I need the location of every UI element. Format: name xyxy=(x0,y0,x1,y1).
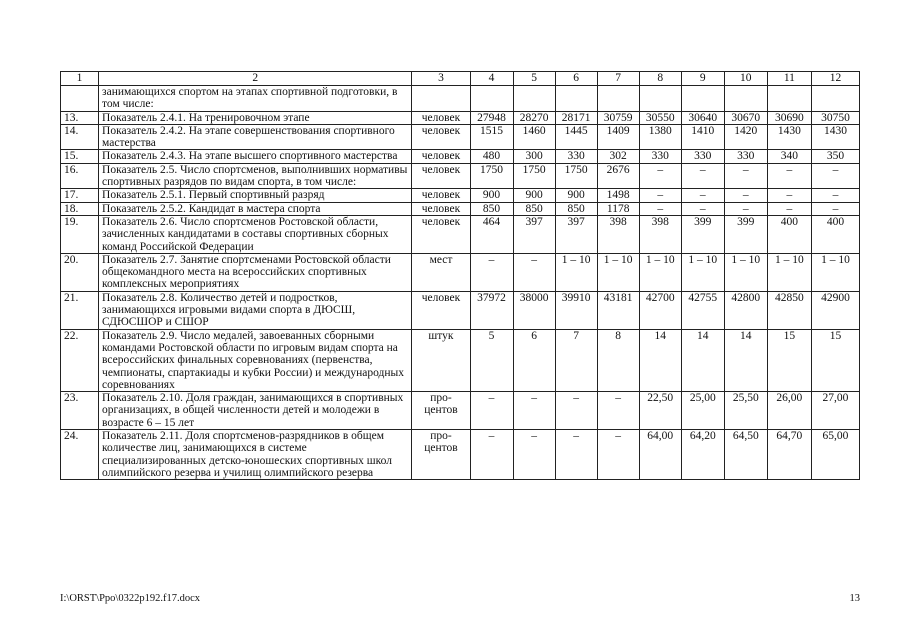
document-path: I:\ORST\Ppo\0322p192.f17.docx xyxy=(60,593,201,604)
value-cell: 25,50 xyxy=(724,392,767,430)
value-cell: 398 xyxy=(639,215,681,253)
indicator-name: Показатель 2.11. Доля спортсменов-разрядников в общем количестве лиц, занимающихся в системе специализированных детско-юношеских спортивных школ олимпийского резерва и училищ олимпийского резерва xyxy=(99,430,412,480)
row-number: 20. xyxy=(61,253,99,291)
indicator-name: Показатель 2.10. Доля граждан, занимающихся в спортивных организациях, в общей численности детей и молодежи в возрасте 6 – 15 лет xyxy=(99,392,412,430)
indicator-name: Показатель 2.4.2. На этапе совершенствования спортивного мастерства xyxy=(99,124,412,150)
column-header: 6 xyxy=(555,72,597,86)
value-cell: 1 – 10 xyxy=(555,253,597,291)
value-cell: 22,50 xyxy=(639,392,681,430)
value-cell: 64,70 xyxy=(767,430,811,480)
value-cell: 398 xyxy=(597,215,639,253)
value-cell: 330 xyxy=(555,150,597,163)
table-row xyxy=(61,253,860,291)
value-cell: 38000 xyxy=(513,291,555,329)
value-cell: – xyxy=(513,392,555,430)
value-cell: 15 xyxy=(811,329,859,391)
value-cell: 42850 xyxy=(767,291,811,329)
value-cell: – xyxy=(681,189,724,202)
value-cell: 1750 xyxy=(470,163,513,189)
unit-cell: штук xyxy=(412,329,470,391)
value-cell: 900 xyxy=(470,189,513,202)
row-number: 22. xyxy=(61,329,99,391)
value-cell: 397 xyxy=(555,215,597,253)
value-cell: 42800 xyxy=(724,291,767,329)
value-cell: 302 xyxy=(597,150,639,163)
value-cell: 2676 xyxy=(597,163,639,189)
table-row xyxy=(61,430,860,480)
value-cell: – xyxy=(555,392,597,430)
value-cell: 1380 xyxy=(639,124,681,150)
table-row xyxy=(61,86,860,112)
value-cell: 15 xyxy=(767,329,811,391)
indicator-name: Показатель 2.5.1. Первый спортивный разряд xyxy=(99,189,412,202)
row-number: 16. xyxy=(61,163,99,189)
value-cell: 1 – 10 xyxy=(767,253,811,291)
column-header: 8 xyxy=(639,72,681,86)
value-cell: 30670 xyxy=(724,111,767,124)
value-cell: – xyxy=(470,430,513,480)
value-cell: – xyxy=(811,163,859,189)
value-cell: – xyxy=(767,189,811,202)
value-cell: 5 xyxy=(470,329,513,391)
value-cell: 900 xyxy=(513,189,555,202)
value-cell: 350 xyxy=(811,150,859,163)
row-number: 19. xyxy=(61,215,99,253)
table-row xyxy=(61,291,860,329)
table-row xyxy=(61,215,860,253)
value-cell: 340 xyxy=(767,150,811,163)
indicator-name: занимающихся спортом на этапах спортивной подготовки, в том числе: xyxy=(99,86,412,112)
row-number: 18. xyxy=(61,202,99,215)
value-cell: 850 xyxy=(555,202,597,215)
unit-cell: человек xyxy=(412,202,470,215)
value-cell: 464 xyxy=(470,215,513,253)
value-cell: 1430 xyxy=(767,124,811,150)
column-header: 10 xyxy=(724,72,767,86)
value-cell xyxy=(470,86,513,112)
value-cell: 400 xyxy=(811,215,859,253)
value-cell: 1178 xyxy=(597,202,639,215)
value-cell: 25,00 xyxy=(681,392,724,430)
value-cell: 330 xyxy=(681,150,724,163)
value-cell: 400 xyxy=(767,215,811,253)
value-cell: 37972 xyxy=(470,291,513,329)
value-cell: 397 xyxy=(513,215,555,253)
row-number: 15. xyxy=(61,150,99,163)
value-cell: 1 – 10 xyxy=(811,253,859,291)
value-cell: – xyxy=(724,202,767,215)
value-cell: 30750 xyxy=(811,111,859,124)
value-cell: – xyxy=(597,392,639,430)
value-cell: 64,00 xyxy=(639,430,681,480)
value-cell: – xyxy=(555,430,597,480)
indicator-name: Показатель 2.4.1. На тренировочном этапе xyxy=(99,111,412,124)
value-cell: 1750 xyxy=(555,163,597,189)
value-cell: 1430 xyxy=(811,124,859,150)
value-cell: 1410 xyxy=(681,124,724,150)
indicator-name: Показатель 2.8. Количество детей и подростков, занимающихся игровыми видами спорта в ДЮСШ, СДЮСШОР и СШОР xyxy=(99,291,412,329)
value-cell: 28270 xyxy=(513,111,555,124)
value-cell: 1 – 10 xyxy=(681,253,724,291)
unit-cell: человек xyxy=(412,291,470,329)
table-row xyxy=(61,392,860,430)
value-cell: 14 xyxy=(681,329,724,391)
value-cell: – xyxy=(724,163,767,189)
value-cell xyxy=(681,86,724,112)
value-cell: – xyxy=(681,202,724,215)
value-cell: – xyxy=(639,163,681,189)
row-number: 21. xyxy=(61,291,99,329)
value-cell xyxy=(639,86,681,112)
value-cell: 1460 xyxy=(513,124,555,150)
unit-cell: про- центов xyxy=(412,392,470,430)
value-cell: 30690 xyxy=(767,111,811,124)
column-header: 5 xyxy=(513,72,555,86)
value-cell: 64,20 xyxy=(681,430,724,480)
value-cell: – xyxy=(639,202,681,215)
table-row xyxy=(61,329,860,391)
value-cell: 26,00 xyxy=(767,392,811,430)
row-number: 17. xyxy=(61,189,99,202)
table-row xyxy=(61,150,860,163)
table-row xyxy=(61,163,860,189)
value-cell: 27,00 xyxy=(811,392,859,430)
column-header: 3 xyxy=(412,72,470,86)
value-cell: 14 xyxy=(639,329,681,391)
value-cell: – xyxy=(811,202,859,215)
value-cell: 43181 xyxy=(597,291,639,329)
unit-cell: человек xyxy=(412,124,470,150)
value-cell: 64,50 xyxy=(724,430,767,480)
value-cell: – xyxy=(767,163,811,189)
value-cell: – xyxy=(724,189,767,202)
value-cell: – xyxy=(639,189,681,202)
row-number: 13. xyxy=(61,111,99,124)
value-cell: – xyxy=(767,202,811,215)
value-cell: – xyxy=(513,253,555,291)
value-cell: 900 xyxy=(555,189,597,202)
value-cell: 330 xyxy=(639,150,681,163)
value-cell xyxy=(811,86,859,112)
value-cell: 1420 xyxy=(724,124,767,150)
value-cell: – xyxy=(513,430,555,480)
unit-cell: человек xyxy=(412,111,470,124)
value-cell: 42755 xyxy=(681,291,724,329)
value-cell: 42900 xyxy=(811,291,859,329)
value-cell: 39910 xyxy=(555,291,597,329)
value-cell: 30759 xyxy=(597,111,639,124)
indicator-name: Показатель 2.6. Число спортсменов Ростовской области, зачисленных кандидатами в составы спортивных сборных команд Российской Федерации xyxy=(99,215,412,253)
value-cell: 300 xyxy=(513,150,555,163)
column-header: 11 xyxy=(767,72,811,86)
unit-cell: человек xyxy=(412,150,470,163)
row-number: 14. xyxy=(61,124,99,150)
unit-cell: человек xyxy=(412,215,470,253)
column-header: 2 xyxy=(99,72,412,86)
indicators-table xyxy=(60,71,860,480)
value-cell: 850 xyxy=(513,202,555,215)
column-header: 12 xyxy=(811,72,859,86)
value-cell: 399 xyxy=(681,215,724,253)
value-cell: 65,00 xyxy=(811,430,859,480)
value-cell xyxy=(724,86,767,112)
value-cell xyxy=(513,86,555,112)
table-row xyxy=(61,189,860,202)
value-cell: 1 – 10 xyxy=(639,253,681,291)
unit-cell: человек xyxy=(412,189,470,202)
column-header: 7 xyxy=(597,72,639,86)
column-header: 9 xyxy=(681,72,724,86)
value-cell xyxy=(555,86,597,112)
indicator-name: Показатель 2.4.3. На этапе высшего спортивного мастерства xyxy=(99,150,412,163)
value-cell xyxy=(597,86,639,112)
value-cell: 6 xyxy=(513,329,555,391)
value-cell: 28171 xyxy=(555,111,597,124)
value-cell: 30640 xyxy=(681,111,724,124)
indicator-name: Показатель 2.5.2. Кандидат в мастера спорта xyxy=(99,202,412,215)
value-cell: 8 xyxy=(597,329,639,391)
value-cell: 1445 xyxy=(555,124,597,150)
unit-cell xyxy=(412,86,470,112)
value-cell: 1498 xyxy=(597,189,639,202)
value-cell: 7 xyxy=(555,329,597,391)
value-cell: 1 – 10 xyxy=(597,253,639,291)
value-cell: 27948 xyxy=(470,111,513,124)
unit-cell: мест xyxy=(412,253,470,291)
value-cell: – xyxy=(470,253,513,291)
value-cell: – xyxy=(470,392,513,430)
value-cell xyxy=(767,86,811,112)
table-row xyxy=(61,202,860,215)
row-number: 24. xyxy=(61,430,99,480)
value-cell: 1409 xyxy=(597,124,639,150)
value-cell: – xyxy=(681,163,724,189)
page-number: 13 xyxy=(849,593,860,604)
indicator-name: Показатель 2.9. Число медалей, завоеванных сборными командами Ростовской области по игровым видам спорта на всероссийских финальных соревнованиях (первенства, чемпионаты, спартакиады и кубки России) и международных соревнованиях xyxy=(99,329,412,391)
value-cell: 480 xyxy=(470,150,513,163)
value-cell: 1 – 10 xyxy=(724,253,767,291)
value-cell: 42700 xyxy=(639,291,681,329)
table-row xyxy=(61,111,860,124)
indicator-name: Показатель 2.5. Число спортсменов, выполнивших нормативы спортивных разрядов по видам спорта, в том числе: xyxy=(99,163,412,189)
value-cell: 30550 xyxy=(639,111,681,124)
column-header: 1 xyxy=(61,72,99,86)
unit-cell: про- центов xyxy=(412,430,470,480)
value-cell: 399 xyxy=(724,215,767,253)
value-cell: 1515 xyxy=(470,124,513,150)
value-cell: 1750 xyxy=(513,163,555,189)
indicator-name: Показатель 2.7. Занятие спортсменами Ростовской области общекомандного места на всероссийских спортивных комплексных мероприятиях xyxy=(99,253,412,291)
table-row xyxy=(61,124,860,150)
value-cell: – xyxy=(811,189,859,202)
value-cell: 330 xyxy=(724,150,767,163)
unit-cell: человек xyxy=(412,163,470,189)
value-cell: – xyxy=(597,430,639,480)
header-row xyxy=(61,72,860,86)
value-cell: 14 xyxy=(724,329,767,391)
value-cell: 850 xyxy=(470,202,513,215)
row-number xyxy=(61,86,99,112)
row-number: 23. xyxy=(61,392,99,430)
column-header: 4 xyxy=(470,72,513,86)
